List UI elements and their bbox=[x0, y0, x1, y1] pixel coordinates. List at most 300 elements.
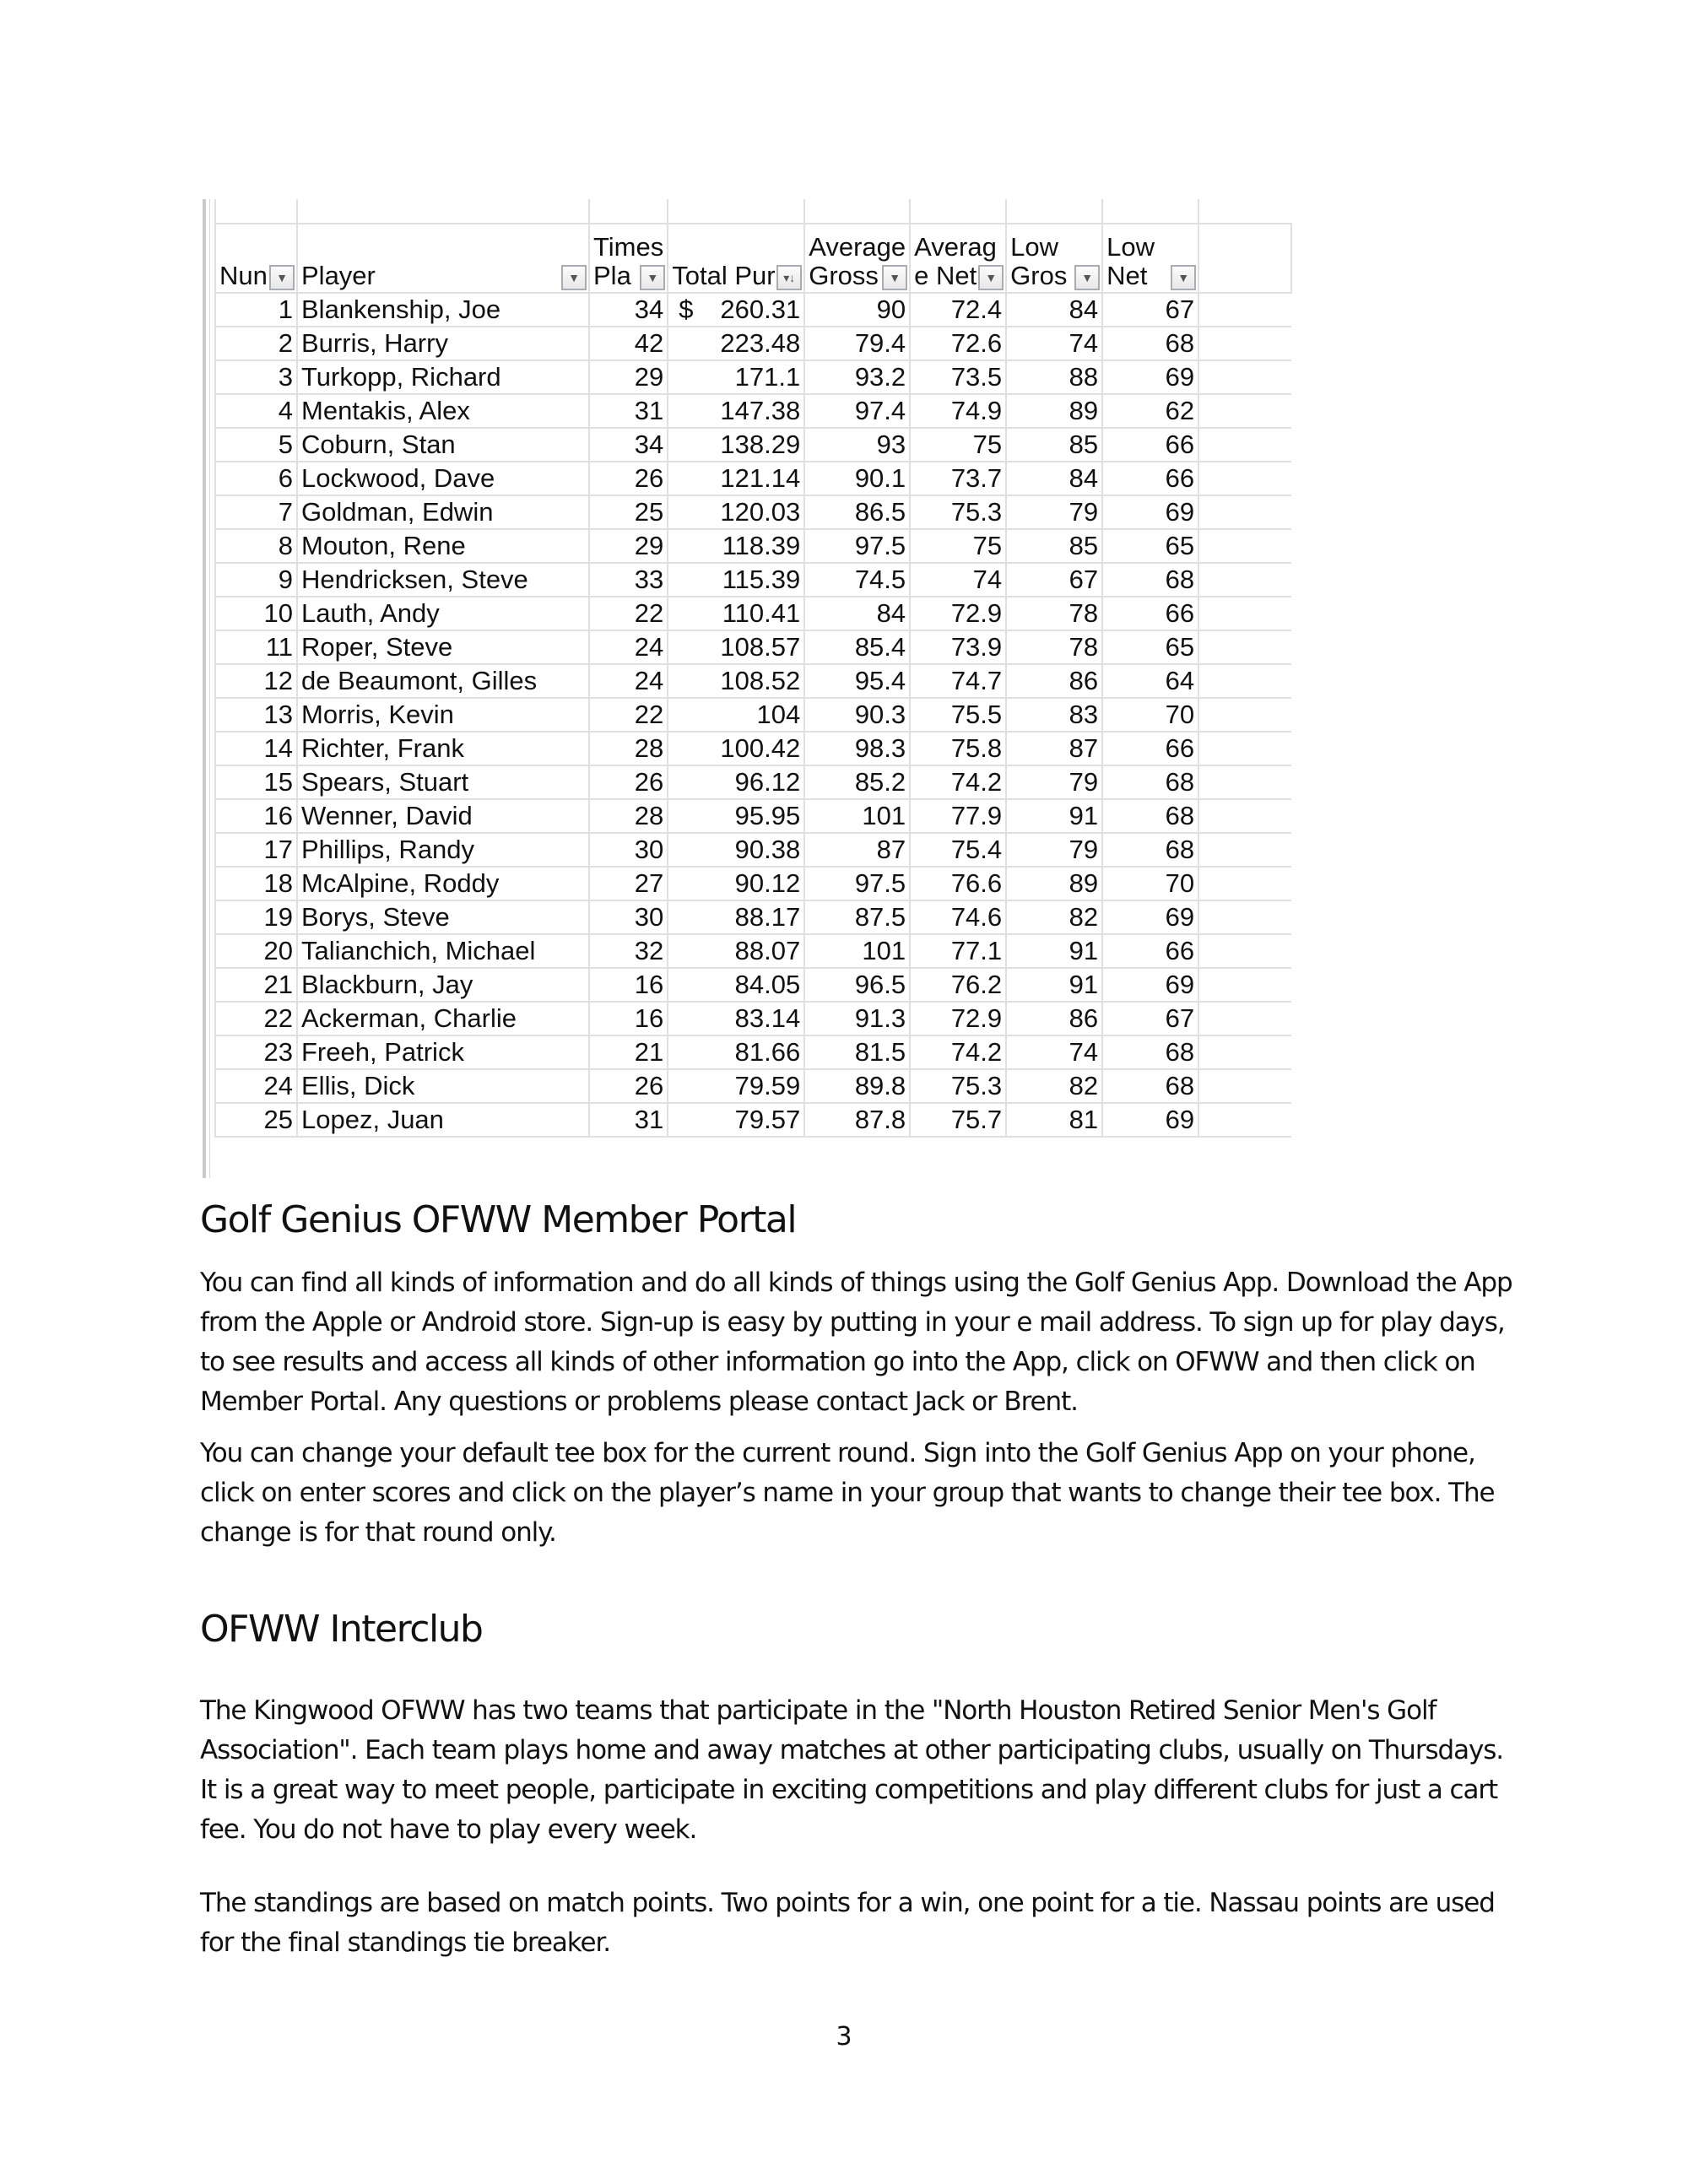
header-row bbox=[215, 224, 1291, 293]
cell-avg-net: 77.1 bbox=[910, 934, 1006, 968]
cell-purse: 118.39 bbox=[668, 529, 804, 563]
cell-num: 2 bbox=[215, 327, 297, 360]
cell-avg-gross: 93 bbox=[804, 428, 910, 462]
cell-times: 33 bbox=[589, 563, 668, 597]
table-row bbox=[215, 597, 1291, 630]
page-number: 3 bbox=[836, 2022, 852, 2052]
table-row bbox=[215, 495, 1291, 529]
cell-purse: 108.57 bbox=[668, 630, 804, 664]
empty-cell bbox=[1198, 1069, 1291, 1103]
cell-times: 34 bbox=[589, 293, 668, 327]
cell-times: 42 bbox=[589, 327, 668, 360]
cell-low-gross: 86 bbox=[1006, 664, 1102, 698]
cell-num: 13 bbox=[215, 698, 297, 732]
empty-cell bbox=[1198, 462, 1291, 495]
interclub-section bbox=[200, 1608, 1517, 1963]
table-row bbox=[215, 968, 1291, 1002]
table-row bbox=[215, 664, 1291, 698]
cell-num: 23 bbox=[215, 1035, 297, 1069]
cell-low-net: 65 bbox=[1102, 529, 1198, 563]
cell-purse: 79.57 bbox=[668, 1103, 804, 1137]
cell-num: 18 bbox=[215, 867, 297, 900]
cell-low-gross: 67 bbox=[1006, 563, 1102, 597]
cell-low-gross: 89 bbox=[1006, 867, 1102, 900]
cell-purse: 104 bbox=[668, 698, 804, 732]
empty-cell bbox=[1198, 495, 1291, 529]
spacer-row bbox=[215, 199, 1291, 224]
paragraph: You can find all kinds of information and do all kinds of things using the Golf Genius App. Download the App from the Apple or Android store. Sign-up is easy by putting in your e mail address. To sign up for play days, to see results and access all kinds of other information go into the App, click on OFWW and then click on Member Portal. Any questions or problems please contact Jack or Brent. bbox=[200, 1268, 1512, 1417]
cell-player: Blackburn, Jay bbox=[297, 968, 589, 1002]
cell-purse: 138.29 bbox=[668, 428, 804, 462]
cell-purse bbox=[668, 293, 804, 327]
cell-num: 24 bbox=[215, 1069, 297, 1103]
cell-times: 26 bbox=[589, 765, 668, 799]
empty-cell bbox=[1198, 833, 1291, 867]
empty-cell bbox=[1198, 394, 1291, 428]
cell-purse: 95.95 bbox=[668, 799, 804, 833]
cell-player: Roper, Steve bbox=[297, 630, 589, 664]
header-label-line2: Gross bbox=[809, 261, 879, 290]
empty-cell bbox=[1198, 968, 1291, 1002]
chevron-down-icon: ▼ bbox=[1081, 271, 1094, 284]
cell-low-gross: 82 bbox=[1006, 1069, 1102, 1103]
cell-player: Lopez, Juan bbox=[297, 1103, 589, 1137]
paragraph: You can change your default tee box for the current round. Sign into the Golf Genius App on your phone, click on enter scores and click on the player’s name in your group that wants to change their tee box. The change is for that round only. bbox=[200, 1438, 1495, 1548]
cell-num: 15 bbox=[215, 765, 297, 799]
table-row bbox=[215, 698, 1291, 732]
table-row bbox=[215, 1035, 1291, 1069]
cell-avg-net: 74.7 bbox=[910, 664, 1006, 698]
table-row bbox=[215, 1002, 1291, 1035]
empty-cell bbox=[1198, 327, 1291, 360]
cell-player: Burris, Harry bbox=[297, 327, 589, 360]
cell-avg-gross: 101 bbox=[804, 799, 910, 833]
cell-low-gross: 87 bbox=[1006, 732, 1102, 765]
currency-symbol: $ bbox=[679, 295, 694, 324]
cell-low-gross: 85 bbox=[1006, 428, 1102, 462]
table-row bbox=[215, 462, 1291, 495]
empty-cell bbox=[1198, 1103, 1291, 1137]
cell-low-net: 64 bbox=[1102, 664, 1198, 698]
cell-avg-gross: 97.4 bbox=[804, 394, 910, 428]
cell-avg-gross: 87 bbox=[804, 833, 910, 867]
header-label-line2: Nun bbox=[219, 261, 268, 290]
table-row bbox=[215, 900, 1291, 934]
cell-player: Lockwood, Dave bbox=[297, 462, 589, 495]
chevron-down-icon: ▼ bbox=[985, 271, 998, 284]
empty-cell bbox=[1198, 664, 1291, 698]
section-heading: OFWW Interclub bbox=[200, 1608, 483, 1651]
cell-avg-net: 72.4 bbox=[910, 293, 1006, 327]
cell-purse: 110.41 bbox=[668, 597, 804, 630]
empty-cell bbox=[1198, 1035, 1291, 1069]
cell-low-net: 68 bbox=[1102, 765, 1198, 799]
cell-low-gross: 79 bbox=[1006, 765, 1102, 799]
cell-avg-gross: 86.5 bbox=[804, 495, 910, 529]
table-row bbox=[215, 867, 1291, 900]
filter-dropdown-button[interactable] bbox=[640, 265, 665, 290]
cell-num: 14 bbox=[215, 732, 297, 765]
cell-avg-net: 73.9 bbox=[910, 630, 1006, 664]
cell-times: 29 bbox=[589, 360, 668, 394]
table-row bbox=[215, 765, 1291, 799]
cell-low-gross: 86 bbox=[1006, 1002, 1102, 1035]
cell-avg-gross: 74.5 bbox=[804, 563, 910, 597]
cell-num: 21 bbox=[215, 968, 297, 1002]
cell-times: 32 bbox=[589, 934, 668, 968]
table-row bbox=[215, 934, 1291, 968]
header-label-line1: Average bbox=[809, 232, 906, 262]
chevron-down-icon: ▼ bbox=[647, 271, 659, 284]
cell-avg-net: 73.5 bbox=[910, 360, 1006, 394]
cell-num: 9 bbox=[215, 563, 297, 597]
cell-avg-gross: 89.8 bbox=[804, 1069, 910, 1103]
cell-avg-gross: 91.3 bbox=[804, 1002, 910, 1035]
cell-avg-net: 75 bbox=[910, 428, 1006, 462]
cell-low-net: 67 bbox=[1102, 293, 1198, 327]
empty-cell bbox=[1198, 630, 1291, 664]
paragraph: The standings are based on match points. Two points for a win, one point for a tie. Nassau points are used for the final standings tie breaker. bbox=[200, 1888, 1495, 1958]
cell-purse: 83.14 bbox=[668, 1002, 804, 1035]
table-row bbox=[215, 360, 1291, 394]
cell-avg-gross: 93.2 bbox=[804, 360, 910, 394]
cell-times: 16 bbox=[589, 1002, 668, 1035]
cell-times: 22 bbox=[589, 597, 668, 630]
cell-purse: 171.1 bbox=[668, 360, 804, 394]
cell-player: Morris, Kevin bbox=[297, 698, 589, 732]
section-heading: Golf Genius OFWW Member Portal bbox=[200, 1198, 797, 1241]
cell-purse: 81.66 bbox=[668, 1035, 804, 1069]
row-header-border bbox=[203, 199, 206, 1178]
cell-player: Borys, Steve bbox=[297, 900, 589, 934]
cell-avg-net: 75 bbox=[910, 529, 1006, 563]
header-player bbox=[297, 224, 589, 293]
cell-times: 24 bbox=[589, 664, 668, 698]
cell-avg-gross: 98.3 bbox=[804, 732, 910, 765]
header-num bbox=[215, 224, 297, 293]
header-total-purse bbox=[668, 224, 804, 293]
cell-purse: 88.07 bbox=[668, 934, 804, 968]
cell-low-gross: 91 bbox=[1006, 799, 1102, 833]
cell-times: 34 bbox=[589, 428, 668, 462]
table-row bbox=[215, 1103, 1291, 1137]
cell-times: 26 bbox=[589, 1069, 668, 1103]
cell-low-net: 69 bbox=[1102, 360, 1198, 394]
cell-avg-net: 75.7 bbox=[910, 1103, 1006, 1137]
cell-num: 1 bbox=[215, 293, 297, 327]
table-row bbox=[215, 327, 1291, 360]
cell-purse: 100.42 bbox=[668, 732, 804, 765]
cell-low-net: 66 bbox=[1102, 597, 1198, 630]
cell-avg-net: 74.2 bbox=[910, 765, 1006, 799]
cell-avg-net: 74 bbox=[910, 563, 1006, 597]
empty-cell bbox=[1198, 799, 1291, 833]
cell-avg-net: 76.6 bbox=[910, 867, 1006, 900]
empty-cell bbox=[1198, 900, 1291, 934]
cell-low-net: 68 bbox=[1102, 1069, 1198, 1103]
cell-low-gross: 84 bbox=[1006, 462, 1102, 495]
cell-times: 30 bbox=[589, 833, 668, 867]
cell-player: Phillips, Randy bbox=[297, 833, 589, 867]
cell-avg-gross: 84 bbox=[804, 597, 910, 630]
cell-player: Coburn, Stan bbox=[297, 428, 589, 462]
cell-low-gross: 85 bbox=[1006, 529, 1102, 563]
cell-low-net: 69 bbox=[1102, 495, 1198, 529]
cell-num: 8 bbox=[215, 529, 297, 563]
cell-avg-net: 73.7 bbox=[910, 462, 1006, 495]
table-row bbox=[215, 529, 1291, 563]
empty-cell bbox=[1198, 563, 1291, 597]
header-average-gross bbox=[804, 224, 910, 293]
empty-cell bbox=[1198, 428, 1291, 462]
cell-avg-net: 74.9 bbox=[910, 394, 1006, 428]
cell-low-gross: 84 bbox=[1006, 293, 1102, 327]
cell-times: 22 bbox=[589, 698, 668, 732]
cell-purse: 79.59 bbox=[668, 1069, 804, 1103]
cell-purse: 90.38 bbox=[668, 833, 804, 867]
empty-cell bbox=[1198, 360, 1291, 394]
cell-avg-gross: 81.5 bbox=[804, 1035, 910, 1069]
cell-num: 12 bbox=[215, 664, 297, 698]
cell-low-net: 66 bbox=[1102, 934, 1198, 968]
table-row bbox=[215, 630, 1291, 664]
cell-avg-net: 72.6 bbox=[910, 327, 1006, 360]
cell-player: Wenner, David bbox=[297, 799, 589, 833]
cell-avg-net: 75.3 bbox=[910, 495, 1006, 529]
cell-low-gross: 74 bbox=[1006, 327, 1102, 360]
cell-avg-net: 75.8 bbox=[910, 732, 1006, 765]
cell-num: 11 bbox=[215, 630, 297, 664]
cell-low-net: 69 bbox=[1102, 1103, 1198, 1137]
cell-low-net: 66 bbox=[1102, 428, 1198, 462]
filter-dropdown-button[interactable] bbox=[561, 265, 587, 290]
cell-times: 28 bbox=[589, 799, 668, 833]
cell-avg-gross: 90.1 bbox=[804, 462, 910, 495]
empty-cell bbox=[1198, 934, 1291, 968]
header-average-net bbox=[910, 224, 1006, 293]
cell-times: 29 bbox=[589, 529, 668, 563]
cell-num: 17 bbox=[215, 833, 297, 867]
cell-purse: 84.05 bbox=[668, 968, 804, 1002]
header-low-gross bbox=[1006, 224, 1102, 293]
cell-avg-net: 74.2 bbox=[910, 1035, 1006, 1069]
cell-player: Turkopp, Richard bbox=[297, 360, 589, 394]
cell-times: 25 bbox=[589, 495, 668, 529]
cell-player: de Beaumont, Gilles bbox=[297, 664, 589, 698]
cell-times: 16 bbox=[589, 968, 668, 1002]
cell-low-net: 66 bbox=[1102, 462, 1198, 495]
cell-low-net: 69 bbox=[1102, 900, 1198, 934]
cell-low-gross: 91 bbox=[1006, 968, 1102, 1002]
paragraph: The Kingwood OFWW has two teams that participate in the "North Houston Retired Senior Men's Golf Association". Each team plays home and away matches at other participating clubs, usually on Thursdays. It is a great way to meet people, participate in exciting competitions and play different clubs for just a cart fee. You do not have to play every week. bbox=[200, 1695, 1504, 1845]
empty-cell bbox=[1198, 597, 1291, 630]
cell-num: 4 bbox=[215, 394, 297, 428]
cell-num: 3 bbox=[215, 360, 297, 394]
cell-avg-net: 75.3 bbox=[910, 1069, 1006, 1103]
cell-avg-gross: 87.5 bbox=[804, 900, 910, 934]
header-label-line2: Net bbox=[1106, 261, 1148, 290]
header-times-played bbox=[589, 224, 668, 293]
cell-times: 28 bbox=[589, 732, 668, 765]
header-low-net bbox=[1102, 224, 1198, 293]
cell-low-gross: 79 bbox=[1006, 833, 1102, 867]
sort-descending-icon: ▾↓ bbox=[783, 271, 796, 284]
header-label-line1: Low bbox=[1010, 232, 1059, 262]
filter-dropdown-button[interactable] bbox=[269, 265, 295, 290]
cell-avg-gross: 87.8 bbox=[804, 1103, 910, 1137]
cell-purse: 96.12 bbox=[668, 765, 804, 799]
cell-avg-net: 75.5 bbox=[910, 698, 1006, 732]
cell-player: Freeh, Patrick bbox=[297, 1035, 589, 1069]
cell-times: 31 bbox=[589, 1103, 668, 1137]
cell-num: 20 bbox=[215, 934, 297, 968]
member-portal-section bbox=[200, 1198, 1517, 1553]
cell-purse: 120.03 bbox=[668, 495, 804, 529]
cell-low-gross: 78 bbox=[1006, 630, 1102, 664]
cell-purse: 147.38 bbox=[668, 394, 804, 428]
cell-player: Mentakis, Alex bbox=[297, 394, 589, 428]
cell-num: 5 bbox=[215, 428, 297, 462]
cell-num: 6 bbox=[215, 462, 297, 495]
cell-times: 26 bbox=[589, 462, 668, 495]
cell-low-net: 69 bbox=[1102, 968, 1198, 1002]
cell-purse: 88.17 bbox=[668, 900, 804, 934]
chevron-down-icon: ▼ bbox=[276, 271, 288, 284]
cell-low-gross: 81 bbox=[1006, 1103, 1102, 1137]
cell-low-net: 67 bbox=[1102, 1002, 1198, 1035]
cell-avg-net: 72.9 bbox=[910, 1002, 1006, 1035]
chevron-down-icon: ▼ bbox=[568, 271, 580, 284]
cell-avg-gross: 95.4 bbox=[804, 664, 910, 698]
cell-avg-gross: 79.4 bbox=[804, 327, 910, 360]
header-label-line2: Gros bbox=[1010, 261, 1068, 290]
table-row bbox=[215, 428, 1291, 462]
cell-low-net: 66 bbox=[1102, 732, 1198, 765]
spreadsheet-table-image bbox=[203, 199, 1338, 1178]
cell-low-gross: 78 bbox=[1006, 597, 1102, 630]
cell-low-net: 65 bbox=[1102, 630, 1198, 664]
cell-times: 24 bbox=[589, 630, 668, 664]
filter-dropdown-button[interactable] bbox=[978, 265, 1004, 290]
header-label-line1: Low bbox=[1106, 232, 1155, 262]
cell-avg-gross: 90 bbox=[804, 293, 910, 327]
cell-avg-net: 75.4 bbox=[910, 833, 1006, 867]
cell-player: Hendricksen, Steve bbox=[297, 563, 589, 597]
cell-times: 27 bbox=[589, 867, 668, 900]
cell-low-gross: 88 bbox=[1006, 360, 1102, 394]
empty-cell bbox=[1198, 529, 1291, 563]
header-label-line2: Player bbox=[301, 261, 376, 290]
cell-purse: 121.14 bbox=[668, 462, 804, 495]
cell-player: Mouton, Rene bbox=[297, 529, 589, 563]
cell-times: 21 bbox=[589, 1035, 668, 1069]
empty-cell bbox=[1198, 293, 1291, 327]
cell-avg-gross: 96.5 bbox=[804, 968, 910, 1002]
cell-low-gross: 82 bbox=[1006, 900, 1102, 934]
table-row bbox=[215, 732, 1291, 765]
cell-avg-gross: 97.5 bbox=[804, 529, 910, 563]
cell-num: 25 bbox=[215, 1103, 297, 1137]
cell-low-net: 68 bbox=[1102, 1035, 1198, 1069]
cell-player: Ellis, Dick bbox=[297, 1069, 589, 1103]
filter-dropdown-button[interactable] bbox=[1171, 265, 1196, 290]
cell-low-gross: 83 bbox=[1006, 698, 1102, 732]
cell-purse: 90.12 bbox=[668, 867, 804, 900]
row-header-border-inner bbox=[209, 199, 210, 1178]
cell-num: 22 bbox=[215, 1002, 297, 1035]
header-label-line2: Total Pur bbox=[672, 261, 776, 290]
table-row bbox=[215, 799, 1291, 833]
table-row bbox=[215, 293, 1291, 327]
cell-player: Talianchich, Michael bbox=[297, 934, 589, 968]
cell-player: Ackerman, Charlie bbox=[297, 1002, 589, 1035]
empty-cell bbox=[1198, 765, 1291, 799]
cell-avg-net: 74.6 bbox=[910, 900, 1006, 934]
sort-filter-button[interactable] bbox=[776, 265, 802, 290]
cell-player: Blankenship, Joe bbox=[297, 293, 589, 327]
filter-dropdown-button[interactable] bbox=[882, 265, 907, 290]
empty-column bbox=[1198, 224, 1291, 293]
cell-purse: 223.48 bbox=[668, 327, 804, 360]
cell-player: Lauth, Andy bbox=[297, 597, 589, 630]
cell-avg-net: 72.9 bbox=[910, 597, 1006, 630]
cell-player: Goldman, Edwin bbox=[297, 495, 589, 529]
cell-low-net: 70 bbox=[1102, 698, 1198, 732]
cell-player: Richter, Frank bbox=[297, 732, 589, 765]
header-label-line1: Times bbox=[593, 232, 664, 262]
cell-low-net: 62 bbox=[1102, 394, 1198, 428]
cell-player: Spears, Stuart bbox=[297, 765, 589, 799]
chevron-down-icon: ▼ bbox=[1177, 271, 1190, 284]
table-row bbox=[215, 394, 1291, 428]
cell-player: McAlpine, Roddy bbox=[297, 867, 589, 900]
cell-avg-gross: 97.5 bbox=[804, 867, 910, 900]
cell-low-net: 68 bbox=[1102, 833, 1198, 867]
cell-low-net: 68 bbox=[1102, 563, 1198, 597]
cell-avg-gross: 90.3 bbox=[804, 698, 910, 732]
empty-cell bbox=[1198, 732, 1291, 765]
cell-avg-net: 77.9 bbox=[910, 799, 1006, 833]
cell-low-net: 70 bbox=[1102, 867, 1198, 900]
table-row bbox=[215, 1069, 1291, 1103]
cell-low-net: 68 bbox=[1102, 799, 1198, 833]
filter-dropdown-button[interactable] bbox=[1074, 265, 1100, 290]
cell-num: 10 bbox=[215, 597, 297, 630]
chevron-down-icon: ▼ bbox=[889, 271, 901, 284]
cell-purse: 108.52 bbox=[668, 664, 804, 698]
cell-num: 7 bbox=[215, 495, 297, 529]
table-row bbox=[215, 833, 1291, 867]
cell-times: 31 bbox=[589, 394, 668, 428]
cell-low-gross: 91 bbox=[1006, 934, 1102, 968]
cell-value: 260.31 bbox=[720, 295, 801, 324]
cell-low-net: 68 bbox=[1102, 327, 1198, 360]
cell-times: 30 bbox=[589, 900, 668, 934]
empty-cell bbox=[1198, 1002, 1291, 1035]
player-standings-table bbox=[214, 199, 1292, 1138]
cell-num: 16 bbox=[215, 799, 297, 833]
header-label-line1: Averag bbox=[914, 232, 997, 262]
cell-avg-gross: 85.2 bbox=[804, 765, 910, 799]
cell-avg-gross: 101 bbox=[804, 934, 910, 968]
empty-cell bbox=[1198, 698, 1291, 732]
header-label-line2: Pla bbox=[593, 261, 631, 290]
cell-low-gross: 79 bbox=[1006, 495, 1102, 529]
cell-avg-gross: 85.4 bbox=[804, 630, 910, 664]
header-label-line2: e Net bbox=[914, 261, 977, 290]
cell-num: 19 bbox=[215, 900, 297, 934]
table-row bbox=[215, 563, 1291, 597]
